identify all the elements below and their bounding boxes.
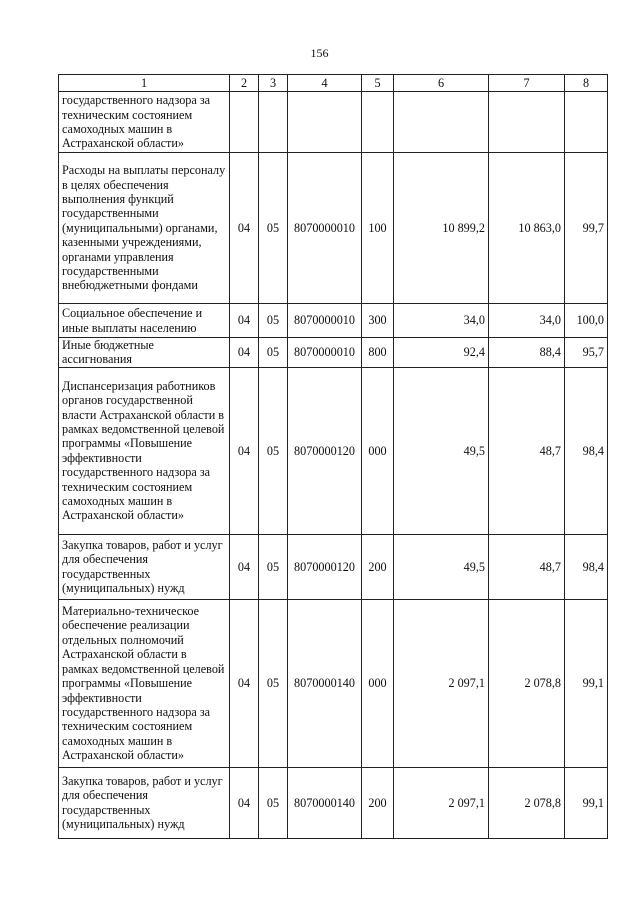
cell-subsection: 05 [259, 767, 288, 838]
row-name: Расходы на выплаты персоналу в целях обеспечения выполнения функций государственными (муниципальными) органами, казенными учреждениями, органами управления государственными внебюджетными фондами [59, 153, 230, 304]
cell-executed [489, 92, 565, 153]
cell-expense-type: 200 [362, 767, 394, 838]
cell-executed: 48,7 [489, 367, 565, 534]
column-header: 7 [489, 75, 565, 92]
cell-percent: 100,0 [565, 304, 608, 338]
cell-section: 04 [230, 367, 259, 534]
budget-table [58, 74, 608, 839]
cell-section: 04 [230, 534, 259, 599]
column-header: 5 [362, 75, 394, 92]
cell-target-code: 8070000120 [288, 534, 362, 599]
table-row [59, 338, 608, 368]
cell-expense-type: 800 [362, 338, 394, 368]
column-header: 6 [394, 75, 489, 92]
column-header: 1 [59, 75, 230, 92]
cell-expense-type: 000 [362, 367, 394, 534]
cell-target-code: 8070000120 [288, 367, 362, 534]
cell-subsection: 05 [259, 599, 288, 767]
cell-section: 04 [230, 338, 259, 368]
cell-planned: 49,5 [394, 367, 489, 534]
row-name: Диспансеризация работников органов государственной власти Астраханской области в рамках ведомственной целевой программы «Повышение эффективности государственного надзора за техническим состоянием самоходных машин в Астраханской области» [59, 367, 230, 534]
row-name: Материально-техническое обеспечение реализации отдельных полномочий Астраханской области в рамках ведомственной целевой программы «Повышение эффективности государственного надзора за техническим состоянием самоходных машин в Астраханской области» [59, 599, 230, 767]
cell-percent: 95,7 [565, 338, 608, 368]
cell-section: 04 [230, 153, 259, 304]
cell-expense-type: 200 [362, 534, 394, 599]
page-number: 156 [310, 46, 329, 60]
cell-percent: 99,1 [565, 599, 608, 767]
cell-executed: 48,7 [489, 534, 565, 599]
column-header: 2 [230, 75, 259, 92]
cell-section: 04 [230, 767, 259, 838]
row-name: Закупка товаров, работ и услуг для обеспечения государственных (муниципальных) нужд [59, 767, 230, 838]
column-header: 8 [565, 75, 608, 92]
cell-planned: 2 097,1 [394, 767, 489, 838]
cell-subsection: 05 [259, 338, 288, 368]
cell-planned: 49,5 [394, 534, 489, 599]
cell-planned [394, 92, 489, 153]
table-row [59, 599, 608, 767]
cell-executed: 88,4 [489, 338, 565, 368]
cell-target-code: 8070000010 [288, 304, 362, 338]
row-name: Иные бюджетные ассигнования [59, 338, 230, 368]
cell-subsection [259, 92, 288, 153]
cell-target-code: 8070000010 [288, 153, 362, 304]
cell-planned: 2 097,1 [394, 599, 489, 767]
cell-percent [565, 92, 608, 153]
header-row [59, 75, 608, 92]
table-row [59, 534, 608, 599]
cell-percent: 99,1 [565, 767, 608, 838]
cell-percent: 99,7 [565, 153, 608, 304]
cell-target-code: 8070000140 [288, 767, 362, 838]
cell-target-code [288, 92, 362, 153]
cell-section: 04 [230, 599, 259, 767]
cell-subsection: 05 [259, 367, 288, 534]
cell-target-code: 8070000010 [288, 338, 362, 368]
cell-executed: 2 078,8 [489, 767, 565, 838]
cell-expense-type: 000 [362, 599, 394, 767]
cell-subsection: 05 [259, 153, 288, 304]
cell-expense-type [362, 92, 394, 153]
row-name: государственного надзора за техническим состоянием самоходных машин в Астраханской области» [59, 92, 230, 153]
column-header: 4 [288, 75, 362, 92]
table-row [59, 304, 608, 338]
cell-percent: 98,4 [565, 367, 608, 534]
cell-subsection: 05 [259, 534, 288, 599]
cell-subsection: 05 [259, 304, 288, 338]
table-row [59, 767, 608, 838]
cell-expense-type: 100 [362, 153, 394, 304]
cell-section [230, 92, 259, 153]
cell-planned: 92,4 [394, 338, 489, 368]
cell-executed: 2 078,8 [489, 599, 565, 767]
cell-expense-type: 300 [362, 304, 394, 338]
table-row [59, 367, 608, 534]
row-name: Социальное обеспечение и иные выплаты населению [59, 304, 230, 338]
column-header: 3 [259, 75, 288, 92]
cell-section: 04 [230, 304, 259, 338]
cell-planned: 34,0 [394, 304, 489, 338]
cell-executed: 34,0 [489, 304, 565, 338]
cell-planned: 10 899,2 [394, 153, 489, 304]
cell-executed: 10 863,0 [489, 153, 565, 304]
cell-percent: 98,4 [565, 534, 608, 599]
table-row [59, 153, 608, 304]
table-row [59, 92, 608, 153]
cell-target-code: 8070000140 [288, 599, 362, 767]
row-name: Закупка товаров, работ и услуг для обеспечения государственных (муниципальных) нужд [59, 534, 230, 599]
